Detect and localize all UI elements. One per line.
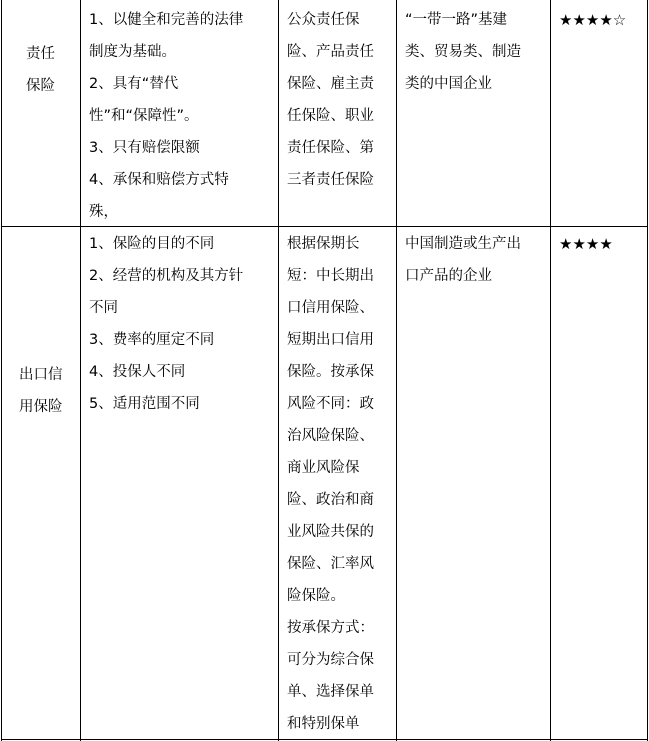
row-1-feature-line-2: 制度为基础。 bbox=[89, 44, 176, 60]
row-2-type-line-8: 商业风险保 bbox=[287, 460, 360, 476]
row-2-type-line-11: 保险、汇率风 bbox=[287, 556, 374, 572]
row-1-type-line-2: 险、产品责任 bbox=[287, 44, 374, 60]
row-1-type-line-5: 责任保险、第 bbox=[287, 140, 374, 156]
row-2-type-line-14: 可分为综合保 bbox=[287, 652, 374, 668]
row-1-feature-line-7: 殊， bbox=[89, 204, 118, 220]
border-bottom bbox=[1, 739, 648, 740]
row-1-type-line-3: 保险、雇主责 bbox=[287, 76, 374, 92]
row-1-name-line-1: 责任 bbox=[26, 46, 55, 62]
row-2-type-line-6: 风险不同：政 bbox=[287, 396, 374, 412]
row-2-type-line-16: 和特别保单 bbox=[287, 716, 360, 732]
row-2-type-line-15: 单、选择保单 bbox=[287, 684, 374, 700]
row-2-type-line-4: 短期出口信用 bbox=[287, 332, 374, 348]
row-2-feature-line-2: 2、经营的机构及其方针 bbox=[89, 268, 244, 284]
row-1-target-line-1: “一带一路”基建 bbox=[405, 12, 508, 28]
row-2-feature-line-3: 不同 bbox=[89, 300, 118, 316]
row-1-feature-line-5: 3、只有赔偿限额 bbox=[89, 140, 200, 156]
row-1-target-line-3: 类的中国企业 bbox=[405, 76, 492, 92]
border-right bbox=[647, 0, 648, 741]
row-2-name-line-1: 出口信 bbox=[19, 367, 63, 383]
row-1-feature-line-4: 性”和“保障性”。 bbox=[89, 108, 199, 124]
row-1-feature-line-3: 2、具有“替代 bbox=[89, 76, 179, 92]
row-2-target-line-1: 中国制造或生产出 bbox=[405, 236, 521, 252]
row-1-type-line-4: 任保险、职业 bbox=[287, 108, 374, 124]
row-1-type-line-1: 公众责任保 bbox=[287, 12, 360, 28]
divider-col-1 bbox=[80, 0, 81, 741]
row-2-feature-line-1: 1、保险的目的不同 bbox=[89, 236, 215, 252]
row-2-target-line-2: 口产品的企业 bbox=[405, 268, 492, 284]
row-1-type-line-6: 三者责任保险 bbox=[287, 172, 374, 188]
row-2-type-line-10: 业风险共保的 bbox=[287, 524, 374, 540]
divider-col-4 bbox=[550, 0, 551, 741]
row-2-type-line-13: 按承保方式： bbox=[287, 620, 374, 636]
row-1-target-line-2: 类、贸易类、制造 bbox=[405, 44, 521, 60]
row-1-star-rating: ★★★★☆ bbox=[559, 11, 627, 29]
divider-col-3 bbox=[396, 0, 397, 741]
row-2-type-line-1: 根据保期长 bbox=[287, 236, 360, 252]
row-1-feature-line-1: 1、以健全和完善的法律 bbox=[89, 12, 244, 28]
border-left bbox=[1, 0, 2, 741]
row-2-name-line-2: 用保险 bbox=[19, 399, 63, 415]
row-1-feature-line-6: 4、承保和赔偿方式特 bbox=[89, 172, 229, 188]
row-2-feature-line-6: 5、适用范围不同 bbox=[89, 396, 200, 412]
row-1-name-line-2: 保险 bbox=[26, 78, 55, 94]
row-2-type-line-5: 保险。按承保 bbox=[287, 364, 374, 380]
row-2-feature-line-4: 3、费率的厘定不同 bbox=[89, 332, 215, 348]
row-2-feature-line-5: 4、投保人不同 bbox=[89, 364, 186, 380]
divider-col-2 bbox=[278, 0, 279, 741]
row-2-type-line-12: 险保险。 bbox=[287, 588, 345, 604]
row-2-type-line-2: 短：中长期出 bbox=[287, 268, 374, 284]
row-2-type-line-7: 治风险保险、 bbox=[287, 428, 374, 444]
divider-row bbox=[1, 226, 648, 227]
row-2-type-line-3: 口信用保险、 bbox=[287, 300, 374, 316]
row-2-type-line-9: 险、政治和商 bbox=[287, 492, 374, 508]
row-2-star-rating: ★★★★ bbox=[559, 235, 613, 253]
